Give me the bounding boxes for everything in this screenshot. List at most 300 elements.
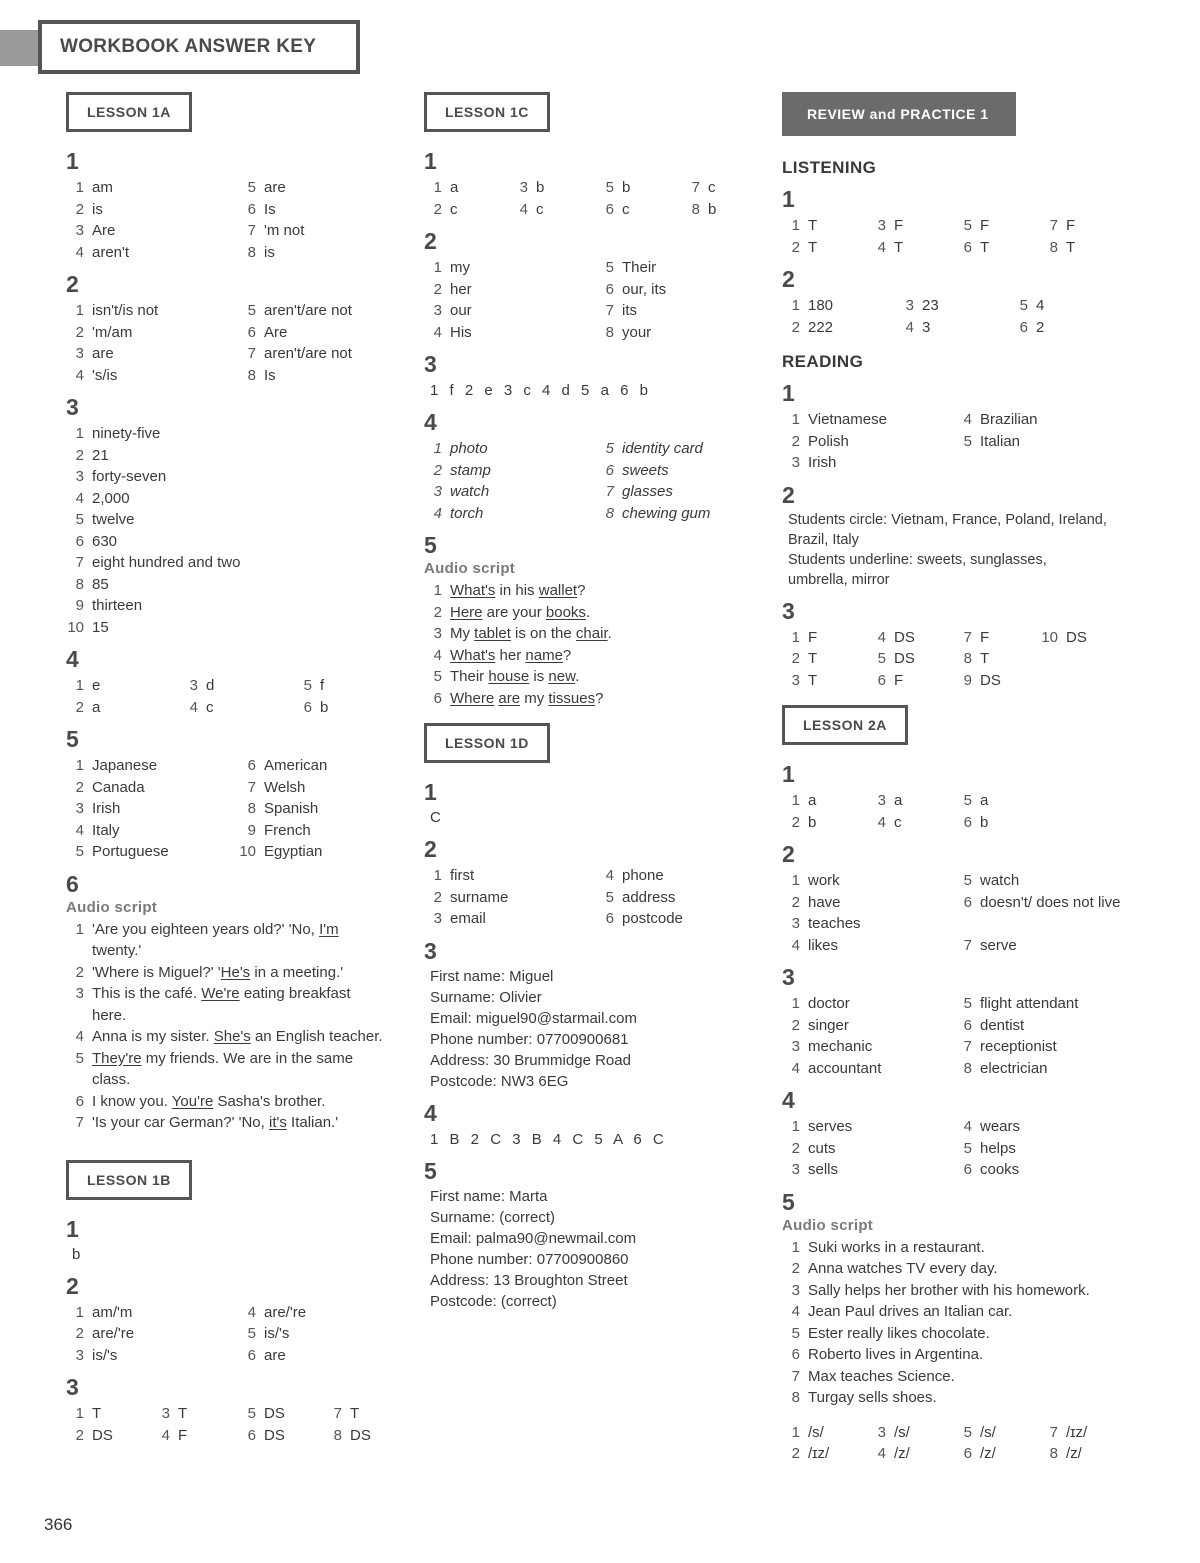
item-text: American <box>264 757 328 774</box>
answer-item <box>1040 1443 1126 1465</box>
item-text: Irish <box>92 800 121 817</box>
item-text: 'm not <box>264 222 305 239</box>
item-text: Jean Paul drives an Italian car. <box>808 1303 1013 1320</box>
item-text: F <box>980 217 990 234</box>
item-text: a <box>450 179 459 196</box>
item-text: 15 <box>92 618 109 636</box>
item-number: 1 <box>75 757 84 774</box>
exercise-number: 1 <box>66 148 79 174</box>
item-text: What's her name? <box>450 646 572 664</box>
answer-item <box>868 648 954 670</box>
answer-item <box>596 503 768 525</box>
item-text: sweets <box>622 461 669 479</box>
answer-item <box>954 993 1126 1015</box>
item-number: 3 <box>791 454 800 471</box>
item-text: eight hundred and two <box>92 554 241 571</box>
item-text: email <box>450 910 486 927</box>
item-number: 5 <box>247 179 256 196</box>
item-number: 7 <box>75 554 84 571</box>
item-number: 7 <box>791 1367 800 1385</box>
item-text: Canada <box>92 778 145 796</box>
answer-grid <box>66 177 406 263</box>
item-text: b <box>536 179 545 196</box>
item-text: b <box>320 698 329 716</box>
item-number: 3 <box>75 985 84 1002</box>
item-number: 3 <box>75 468 84 485</box>
item-number: 6 <box>247 1346 256 1364</box>
answer-grid <box>66 423 406 638</box>
item-text: /ɪz/ <box>1066 1423 1088 1441</box>
item-text: Are <box>92 222 116 239</box>
item-number: 5 <box>605 440 614 457</box>
item-number: 5 <box>963 872 972 889</box>
answer-item <box>66 1026 384 1048</box>
item-text: sells <box>808 1161 839 1178</box>
answer-item <box>152 1425 238 1447</box>
answer-item <box>954 1422 1040 1444</box>
answer-item <box>66 199 238 221</box>
answer-item <box>782 812 868 834</box>
answer-item <box>238 1345 410 1367</box>
item-text: teaches <box>808 915 861 932</box>
answer-item <box>954 892 1126 914</box>
answer-item <box>954 670 1040 692</box>
answer-item <box>954 870 1126 892</box>
item-number: 4 <box>519 200 528 218</box>
item-text: DS <box>894 650 915 667</box>
item-number: 10 <box>67 618 84 636</box>
item-number: 1 <box>791 217 800 234</box>
answer-item <box>1040 648 1126 670</box>
item-text: is <box>264 243 275 261</box>
item-number: 4 <box>75 366 84 384</box>
answer-item <box>424 503 596 525</box>
item-number: 7 <box>1049 217 1058 234</box>
item-number: 6 <box>963 813 972 831</box>
item-text: 'Where is Miguel?' 'He's in a meeting.' <box>92 963 344 981</box>
item-text: Spanish <box>264 800 319 817</box>
item-number: 5 <box>963 217 972 234</box>
item-text: Are <box>264 323 288 341</box>
answer-item <box>782 215 868 237</box>
exercise-number: 3 <box>782 597 795 624</box>
answer-item <box>66 242 238 264</box>
item-text: /ɪz/ <box>808 1445 830 1462</box>
item-number: 6 <box>75 532 84 550</box>
answer-item <box>596 481 768 503</box>
item-text: a <box>92 698 101 716</box>
answer-item <box>66 1091 384 1113</box>
answer-item <box>954 1015 1126 1037</box>
item-number: 6 <box>1019 318 1028 336</box>
item-number: 6 <box>877 671 886 689</box>
answer-item <box>896 295 1010 317</box>
item-number: 4 <box>75 1028 84 1045</box>
underlined-word: Here <box>450 603 483 621</box>
item-number: 4 <box>877 238 886 256</box>
answer-item <box>66 488 366 510</box>
item-number: 6 <box>247 757 256 774</box>
exercise-number: 2 <box>782 841 795 867</box>
item-number: 1 <box>791 411 800 428</box>
answer-grid <box>782 790 1132 833</box>
exercise-number: 1 <box>424 779 437 805</box>
item-text: 4 <box>1036 297 1045 314</box>
lesson-heading: LESSON 1A <box>66 92 192 132</box>
answer-item <box>238 365 410 387</box>
answer-grid <box>782 409 1132 474</box>
item-text: /s/ <box>980 1423 996 1441</box>
item-text: 'm/am <box>92 323 133 341</box>
column-1 <box>66 92 406 1446</box>
item-text: Polish <box>808 432 849 450</box>
item-number: 1 <box>791 297 800 314</box>
item-text: glasses <box>622 483 673 500</box>
answer-item <box>66 466 366 488</box>
item-number: 1 <box>791 872 800 889</box>
underlined-word: What's <box>450 646 496 664</box>
answer-item <box>66 1112 384 1134</box>
exercise-number: 2 <box>424 836 437 862</box>
answer-item <box>424 908 596 930</box>
item-text: watch <box>450 483 490 500</box>
answer-line: Phone number: 07700900681 <box>430 1030 629 1048</box>
item-number: 3 <box>189 677 198 694</box>
item-number: 2 <box>433 200 442 218</box>
item-text: are/'re <box>264 1303 307 1321</box>
audio-script <box>66 919 406 1134</box>
item-number: 3 <box>75 345 84 362</box>
item-text: T <box>980 650 990 667</box>
item-number: 2 <box>75 1325 84 1342</box>
answer-item <box>324 1425 410 1447</box>
section-heading-listening: LISTENING <box>782 158 877 177</box>
item-text: f <box>320 677 325 694</box>
answer-item <box>238 220 410 242</box>
item-number: 6 <box>247 1426 256 1444</box>
exercise-number: 4 <box>424 409 437 435</box>
answer-item <box>66 962 384 984</box>
underlined-word: new <box>548 668 576 685</box>
answer-grid <box>424 177 764 220</box>
answer-item <box>66 1345 238 1367</box>
answer-line: Students underline: sweets, sunglasses, umbrella, mirror <box>788 551 1047 588</box>
item-text: 2,000 <box>92 489 130 507</box>
item-number: 8 <box>963 650 972 667</box>
item-number: 5 <box>877 650 886 667</box>
underlined-word: tissues <box>548 689 596 707</box>
exercise-number: 2 <box>424 228 437 254</box>
item-number: 1 <box>791 1423 800 1441</box>
answer-item <box>238 841 410 863</box>
answer-item <box>66 820 238 842</box>
item-text: F <box>1066 217 1076 234</box>
answer-item <box>424 438 596 460</box>
item-text: 222 <box>808 318 834 336</box>
item-number: 2 <box>75 698 84 716</box>
answer-grid <box>424 257 764 343</box>
item-number: 6 <box>247 323 256 341</box>
answer-line: Postcode: (correct) <box>430 1292 557 1310</box>
exercise-number: 1 <box>424 148 437 174</box>
answer-item <box>66 574 366 596</box>
item-number: 2 <box>433 888 442 906</box>
answer-item <box>66 617 366 639</box>
item-text: flight attendant <box>980 995 1079 1012</box>
item-text: singer <box>808 1016 849 1034</box>
answer-item <box>782 790 868 812</box>
item-text: Where are my tissues? <box>450 689 604 707</box>
answer-item <box>782 452 954 474</box>
answer-grid <box>66 755 406 863</box>
item-number: 1 <box>791 792 800 809</box>
answer-item <box>782 295 896 317</box>
item-number: 4 <box>433 646 442 664</box>
item-text: Suki works in a restaurant. <box>808 1238 985 1256</box>
answer-item <box>424 602 754 624</box>
answer-item <box>782 935 954 957</box>
item-text: Turgay sells shoes. <box>808 1389 937 1406</box>
item-text: torch <box>450 504 484 522</box>
exercise-number: 3 <box>66 394 79 420</box>
answer-item <box>238 199 410 221</box>
item-text: T <box>1066 238 1076 256</box>
item-number: 6 <box>433 689 442 707</box>
underlined-word: books <box>545 603 586 621</box>
item-number: 7 <box>605 483 614 500</box>
item-text: What's in his wallet? <box>450 582 586 599</box>
answer-item <box>868 237 954 259</box>
item-text: cooks <box>980 1161 1020 1178</box>
answer-item <box>66 365 238 387</box>
exercise-number: 4 <box>782 1087 795 1113</box>
item-number: 1 <box>75 677 84 694</box>
answer-item <box>66 595 366 617</box>
answer-item <box>782 1443 868 1465</box>
item-number: 1 <box>75 1405 84 1422</box>
answer-item <box>66 755 238 777</box>
item-number: 5 <box>1019 297 1028 314</box>
answer-item <box>424 865 596 887</box>
answer-grid <box>782 295 1132 338</box>
item-text: a <box>980 792 989 809</box>
item-number: 2 <box>75 323 84 341</box>
item-number: 2 <box>791 1139 800 1157</box>
answer-item <box>954 1036 1126 1058</box>
item-number: 8 <box>605 323 614 341</box>
item-number: 8 <box>605 504 614 522</box>
item-text: French <box>264 821 311 839</box>
answer-item <box>238 798 410 820</box>
exercise-number: 1 <box>782 761 795 787</box>
answer-item <box>424 580 754 602</box>
item-number: 1 <box>75 920 84 938</box>
answer-row: 1 B 2 C 3 B 4 C 5 A 6 C <box>430 1130 665 1148</box>
item-number: 8 <box>1049 1445 1058 1462</box>
answer-item <box>1040 237 1126 259</box>
answer-item <box>782 317 896 339</box>
answer-item <box>66 697 180 719</box>
item-number: 6 <box>963 1016 972 1034</box>
answer-grid <box>66 300 406 386</box>
item-text: am <box>92 179 113 196</box>
item-text: c <box>450 200 458 218</box>
underlined-word: You're <box>171 1092 214 1110</box>
item-number: 2 <box>791 1260 800 1277</box>
answer-item <box>66 445 366 467</box>
audio-script <box>782 1237 1132 1409</box>
answer-item <box>424 645 754 667</box>
item-text: are <box>92 345 114 362</box>
item-number: 7 <box>75 1114 84 1131</box>
answer-line: Email: palma90@newmail.com <box>430 1229 637 1247</box>
answer-item <box>782 237 868 259</box>
answer-item <box>510 199 596 221</box>
item-number: 4 <box>877 813 886 831</box>
item-text: /z/ <box>894 1445 910 1462</box>
item-number: 5 <box>963 432 972 450</box>
answer-grid <box>66 1403 406 1446</box>
answer-item <box>238 1302 410 1324</box>
answer-item <box>954 1159 1126 1181</box>
answer-grid <box>66 675 406 718</box>
answer-item <box>424 199 510 221</box>
answer-item <box>238 1323 410 1345</box>
item-text: a <box>808 792 817 809</box>
item-number: 6 <box>605 200 614 218</box>
item-number: 2 <box>791 238 800 256</box>
item-text: 'Is your car German?' 'No, it's Italian.' <box>92 1114 339 1131</box>
answer-item <box>1040 670 1126 692</box>
answer-item <box>66 983 384 1026</box>
answer-item <box>424 300 596 322</box>
item-text: b <box>808 813 817 831</box>
answer-item <box>294 697 408 719</box>
answer-item <box>66 343 238 365</box>
item-text: d <box>206 677 215 694</box>
item-number: 8 <box>247 243 256 261</box>
item-text: 21 <box>92 446 109 464</box>
answer-line: Address: 13 Broughton Street <box>430 1271 628 1289</box>
answer-item <box>868 790 954 812</box>
item-text: T <box>808 671 818 689</box>
item-text: c <box>894 813 902 831</box>
item-number: 3 <box>877 1423 886 1441</box>
item-text: Max teaches Science. <box>808 1367 955 1385</box>
answer-item <box>66 322 238 344</box>
item-number: 1 <box>75 1303 84 1321</box>
item-number: 3 <box>433 483 442 500</box>
item-text: Their <box>622 259 657 276</box>
answer-item <box>782 1280 1102 1302</box>
answer-item <box>66 777 238 799</box>
item-number: 2 <box>791 318 800 336</box>
answer-item <box>180 675 294 697</box>
item-text: DS <box>264 1405 285 1422</box>
item-text: electrician <box>980 1059 1048 1077</box>
item-number: 3 <box>75 800 84 817</box>
item-text: our <box>450 302 472 319</box>
answer-item <box>954 1443 1040 1465</box>
item-number: 4 <box>433 504 442 522</box>
item-text: T <box>350 1405 360 1422</box>
answer-item <box>954 812 1040 834</box>
item-number: 4 <box>791 1059 800 1077</box>
answer-item <box>682 177 768 199</box>
item-text: likes <box>808 936 839 954</box>
answer-item <box>954 237 1040 259</box>
item-text: F <box>894 217 904 234</box>
item-number: 5 <box>247 302 256 319</box>
item-text: a <box>894 792 903 809</box>
exercise-number: 1 <box>782 380 795 406</box>
answer-item <box>868 1422 954 1444</box>
item-number: 4 <box>791 1303 800 1320</box>
item-number: 2 <box>75 446 84 464</box>
item-number: 6 <box>963 893 972 911</box>
answer-item <box>238 343 410 365</box>
item-number: 1 <box>433 259 442 276</box>
item-text: F <box>808 628 818 646</box>
exercise-number: 2 <box>66 1272 79 1299</box>
answer-item <box>782 913 954 935</box>
answer-item <box>596 257 768 279</box>
answer-item <box>954 648 1040 670</box>
item-number: 2 <box>791 432 800 450</box>
item-number: 3 <box>791 1161 800 1178</box>
item-number: 7 <box>963 628 972 646</box>
item-text: stamp <box>450 461 491 479</box>
underlined-word: name <box>525 646 563 664</box>
item-text: Egyptian <box>264 843 323 860</box>
answer-item <box>782 627 868 649</box>
audio-script-heading: Audio script <box>782 1216 874 1234</box>
underlined-word: are <box>498 689 521 707</box>
item-text: /z/ <box>1066 1445 1082 1462</box>
item-number: 3 <box>877 217 886 234</box>
item-number: 5 <box>247 1325 256 1342</box>
item-text: b <box>980 813 989 831</box>
item-number: 5 <box>963 1139 972 1157</box>
item-number: 6 <box>303 698 312 716</box>
item-text: c <box>206 698 214 716</box>
item-text: isn't/is not <box>92 302 159 319</box>
answer-item <box>424 460 596 482</box>
answer-item <box>782 1422 868 1444</box>
answer-item <box>1040 215 1126 237</box>
item-number: 7 <box>247 222 256 239</box>
item-text: phone <box>622 867 664 884</box>
item-text: watch <box>980 872 1020 889</box>
item-text: chewing gum <box>622 504 711 522</box>
answer-item <box>782 1387 1102 1409</box>
item-text: 85 <box>92 575 109 593</box>
answer-item <box>238 1425 324 1447</box>
item-number: 1 <box>433 582 442 599</box>
item-text: Italy <box>92 821 120 839</box>
answer-item <box>66 1425 152 1447</box>
item-text: Ester really likes chocolate. <box>808 1324 990 1342</box>
answer-item <box>596 438 768 460</box>
item-text: doctor <box>808 995 850 1012</box>
item-text: Sally helps her brother with his homework. <box>808 1281 1090 1299</box>
answer-item <box>510 177 596 199</box>
item-text: c <box>708 179 716 196</box>
answer-item <box>782 1058 954 1080</box>
item-number: 8 <box>963 1059 972 1077</box>
answer-item <box>596 322 768 344</box>
item-number: 4 <box>905 318 914 336</box>
